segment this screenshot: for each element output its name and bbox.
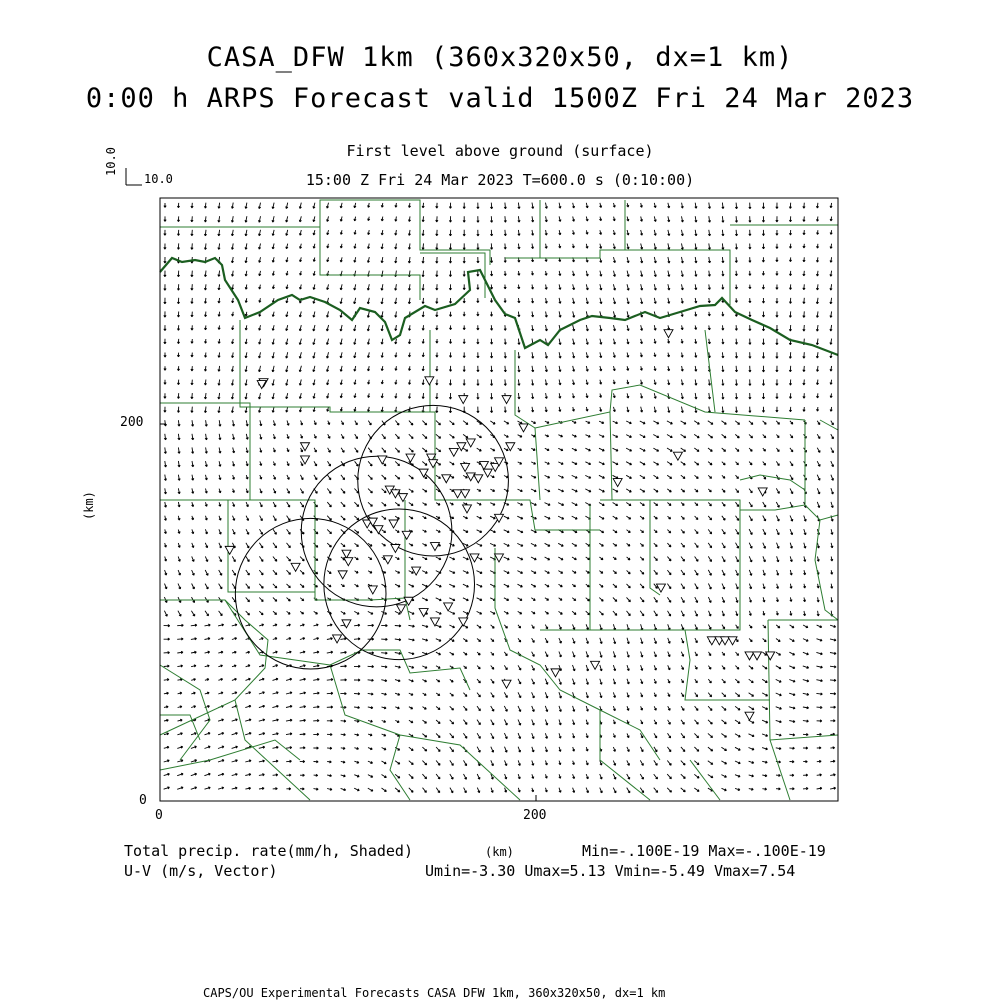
station-marker [673, 452, 682, 460]
station-marker [461, 490, 470, 498]
station-marker [333, 635, 342, 643]
footer-vector-range: Umin=-3.30 Umax=5.13 Vmin=-5.49 Vmax=7.54 [425, 862, 796, 880]
footer-precip-label: Total precip. rate(mm/h, Shaded) [124, 842, 413, 860]
y-axis-unit: (km) [82, 491, 96, 520]
station-marker [389, 520, 398, 528]
station-marker [495, 514, 504, 522]
x-tick-200: 200 [523, 808, 547, 823]
title-line-1: CASA_DFW 1km (360x320x50, dx=1 km) [206, 42, 794, 73]
station-marker [398, 494, 407, 502]
county-boundaries [160, 200, 838, 800]
vector-ref-vertical-label: 10.0 [104, 147, 118, 176]
radar-coverage-rings [235, 405, 508, 669]
station-marker [745, 712, 754, 720]
station-marker [466, 473, 475, 481]
station-marker [429, 460, 438, 468]
station-marker [591, 661, 600, 669]
station-marker [444, 603, 453, 611]
station-marker [378, 456, 387, 464]
title-line-2: 0:00 h ARPS Forecast valid 1500Z Fri 24 Mar 2023 [85, 83, 915, 114]
station-marker [402, 531, 411, 539]
level-label: First level above ground (surface) [346, 142, 654, 160]
station-marker [397, 605, 406, 613]
vector-ref-horizontal-label: 10.0 [144, 172, 173, 186]
station-marker [225, 546, 234, 554]
y-tick-200: 200 [120, 415, 144, 430]
station-marker [664, 330, 673, 338]
station-marker [430, 543, 439, 551]
station-marker [766, 652, 775, 660]
vector-reference-arrow [126, 168, 142, 185]
station-marker [301, 443, 310, 451]
station-marker [461, 463, 470, 471]
wind-vectors [164, 203, 837, 793]
footer-credit: CAPS/OU Experimental Forecasts CASA DFW 1km, 360x320x50, dx=1 km [203, 986, 666, 1000]
station-marker [412, 567, 421, 575]
time-label: 15:00 Z Fri 24 Mar 2023 T=600.0 s (0:10:00) [305, 171, 695, 189]
radar-ring-1 [235, 518, 386, 669]
station-marker [430, 618, 439, 626]
station-marker [453, 490, 462, 498]
station-marker [474, 475, 483, 483]
station-marker [707, 637, 716, 645]
station-marker [753, 652, 762, 660]
station-marker [342, 620, 351, 628]
station-marker [459, 618, 468, 626]
station-marker [551, 669, 560, 677]
station-marker [502, 680, 511, 688]
station-marker [425, 377, 434, 385]
station-marker [391, 544, 400, 552]
station-marker [519, 424, 528, 432]
station-marker [479, 462, 488, 470]
x-axis-unit: (km) [485, 845, 514, 859]
station-marker [301, 456, 310, 464]
station-marker [406, 454, 415, 462]
x-tick-0: 0 [155, 808, 163, 823]
y-tick-0: 0 [139, 793, 147, 808]
station-marker [466, 439, 475, 447]
station-marker [449, 448, 458, 456]
station-marker [342, 550, 351, 558]
station-marker [613, 479, 622, 487]
station-marker [728, 637, 737, 645]
station-marker [502, 396, 511, 404]
station-marker [462, 505, 471, 513]
station-marker [338, 571, 347, 579]
radar-ring-4 [358, 405, 509, 556]
station-marker [442, 475, 451, 483]
station-marker [459, 396, 468, 404]
wind-vector-field [164, 203, 837, 793]
station-marker [344, 558, 353, 566]
station-marker [495, 554, 504, 562]
station-marker [291, 563, 300, 571]
footer-vector-label: U-V (m/s, Vector) [124, 862, 278, 880]
station-marker [745, 652, 754, 660]
station-marker [368, 586, 377, 594]
station-marker [656, 584, 665, 592]
footer-precip-range: Min=-.100E-19 Max=-.100E-19 [582, 842, 826, 860]
